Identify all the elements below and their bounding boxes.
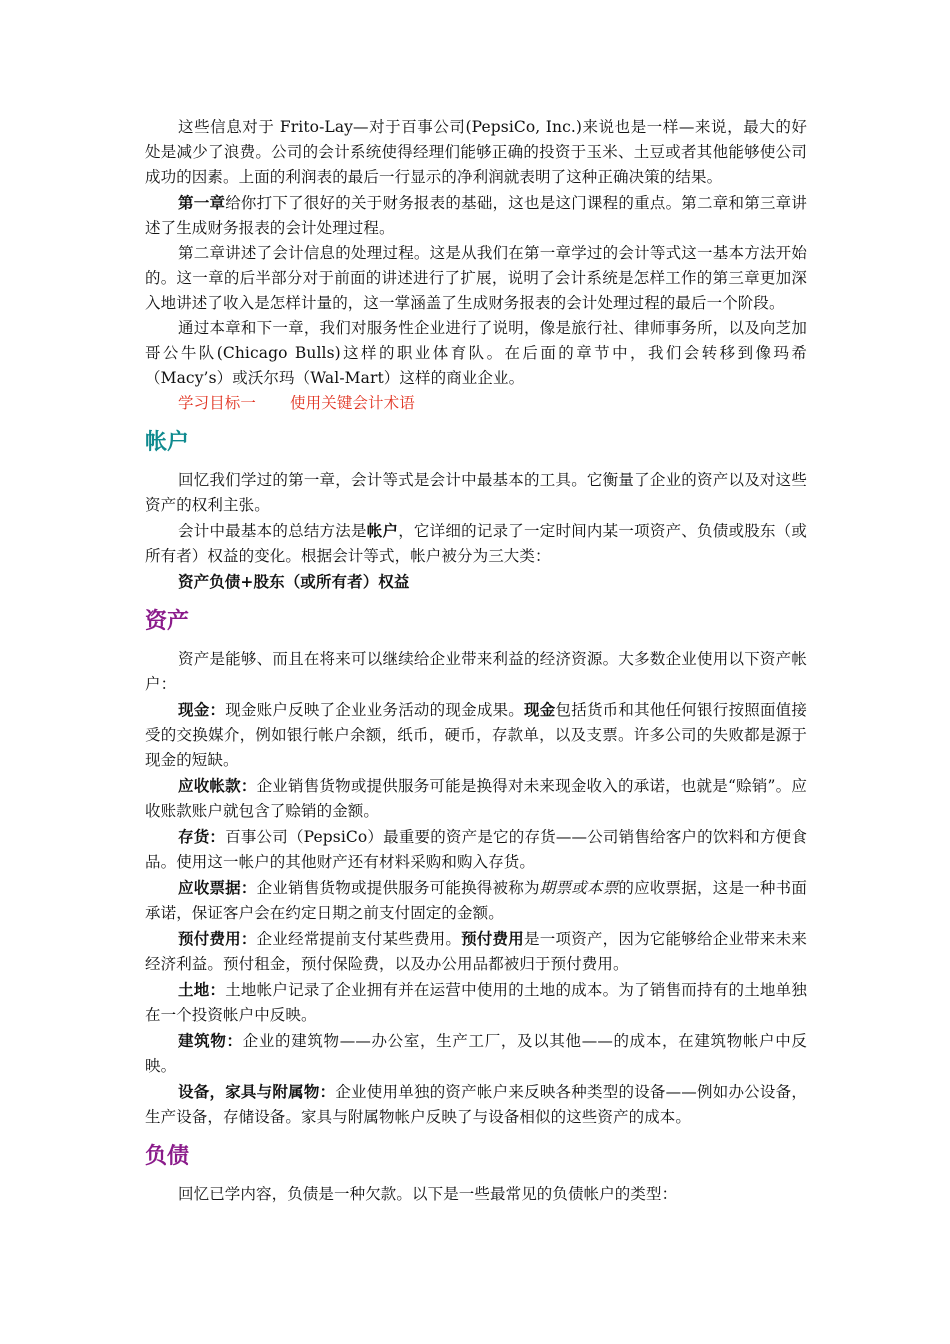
paragraph-accounting-equation: 回忆我们学过的第一章，会计等式是会计中最基本的工具。它衡量了企业的资产以及对这些资产的权利主张。 (145, 471, 807, 514)
objective-title: 使用关键会计术语 (290, 394, 415, 412)
paragraph-land: 土地：土地帐户记录了企业拥有并在运营中使用的土地的成本。为了销售而持有的土地单独在一个投资帐户中反映。 (145, 980, 807, 1024)
paragraph-chapter-two: 第二章讲述了会计信息的处理过程。这是从我们在第一章学过的会计等式这一基本方法开始的。这一章的后半部分对于前面的讲述进行了扩展，说明了会计系统是怎样工作的第三章更加深入地讲述了收入是怎样计量的，这一掌涵盖了生成财务报表的会计处理过程的最后一个阶段。 (145, 244, 807, 312)
paragraph-frito-lay: 这些信息对于 Frito-Lay—对于百事公司(PepsiCo, Inc.)来说也是一样—来说，最大的好处是减少了浪费。公司的会计系统使得经理们能够正确的投资于玉米、土豆或者其他能够使公司成功的因素。上面的利润表的最后一行显示的净利润就表明了这种正确决策的结果。 (145, 118, 807, 186)
paragraph-account-definition: 会计中最基本的总结方法是帐户，它详细的记录了一定时间内某一项资产、负债或股东（或所有者）权益的变化。根据会计等式，帐户被分为三大类： (145, 521, 808, 565)
paragraph-buildings: 建筑物：企业的建筑物——办公室，生产工厂，及以其他——的成本，在建筑物帐户中反映。 (145, 1031, 807, 1075)
bold-term: 帐户 (366, 521, 399, 540)
paragraph-prepaid-expenses: 预付费用：企业经常提前支付某些费用。预付费用是一项资产，因为它能够给企业带来未来经济利益。预付租金，预付保险费，以及办公用品都被归于预付费用。 (145, 929, 807, 973)
paragraph-notes-receivable: 应收票据：企业销售货物或提供服务可能换得被称为期票或本票的应收票据，这是一种书面承诺，保证客户会在约定日期之前支付固定的金额。 (145, 878, 807, 922)
paragraph-equipment: 设备，家具与附属物：企业使用单独的资产帐户来反映各种类型的设备——例如办公设备，生产设备，存储设备。家具与附属物帐户反映了与设备相似的这些资产的成本。 (145, 1082, 807, 1126)
equation-line: 资产负债+股东（或所有者）权益 (178, 572, 410, 591)
paragraph-chapter-one: 第一章给你打下了很好的关于财务报表的基础，这也是这门课程的重点。第二章和第三章讲述了生成财务报表的会计处理过程。 (145, 193, 807, 237)
paragraph-assets-intro: 资产是能够、而且在将来可以继续给企业带来利益的经济资源。大多数企业使用以下资产帐户： (145, 650, 807, 693)
paragraph-service-business: 通过本章和下一章，我们对服务性企业进行了说明，像是旅行社、律师事务所，以及向芝加哥公牛队(Chicago Bulls)这样的职业体育队。在后面的章节中，我们会转移到像玛希（Macy’s）或沃尔玛（Wal-Mart）这样的商业企业。 (145, 319, 807, 387)
heading-assets: 资产 (145, 609, 190, 634)
paragraph-inventory: 存货：百事公司（PepsiCo）最重要的资产是它的存货——公司销售给客户的饮料和方便食品。使用这一帐户的其他财产还有材料采购和购入存货。 (145, 827, 807, 871)
heading-accounts: 帐户 (145, 430, 190, 455)
objective-label: 学习目标一 (178, 394, 257, 412)
bold-term: 第一章 (178, 193, 226, 212)
paragraph-cash: 现金：现金账户反映了企业业务活动的现金成果。现金包括货币和其他任何银行按照面值接受的交换媒介，例如银行帐户余额，纸币，硬币，存款单，以及支票。许多公司的失败都是源于现金的短缺。 (145, 700, 807, 769)
paragraph-accounts-receivable: 应收帐款：企业销售货物或提供服务可能是换得对未来现金收入的承诺，也就是“赊销”。应收账款账户就包含了赊销的金额。 (145, 776, 807, 820)
learning-objective (145, 391, 807, 416)
heading-liabilities: 负债 (145, 1144, 190, 1169)
document-body (145, 115, 807, 1207)
paragraph-liabilities-intro: 回忆已学内容，负债是一种欠款。以下是一些最常见的负债帐户的类型： (178, 1185, 678, 1203)
